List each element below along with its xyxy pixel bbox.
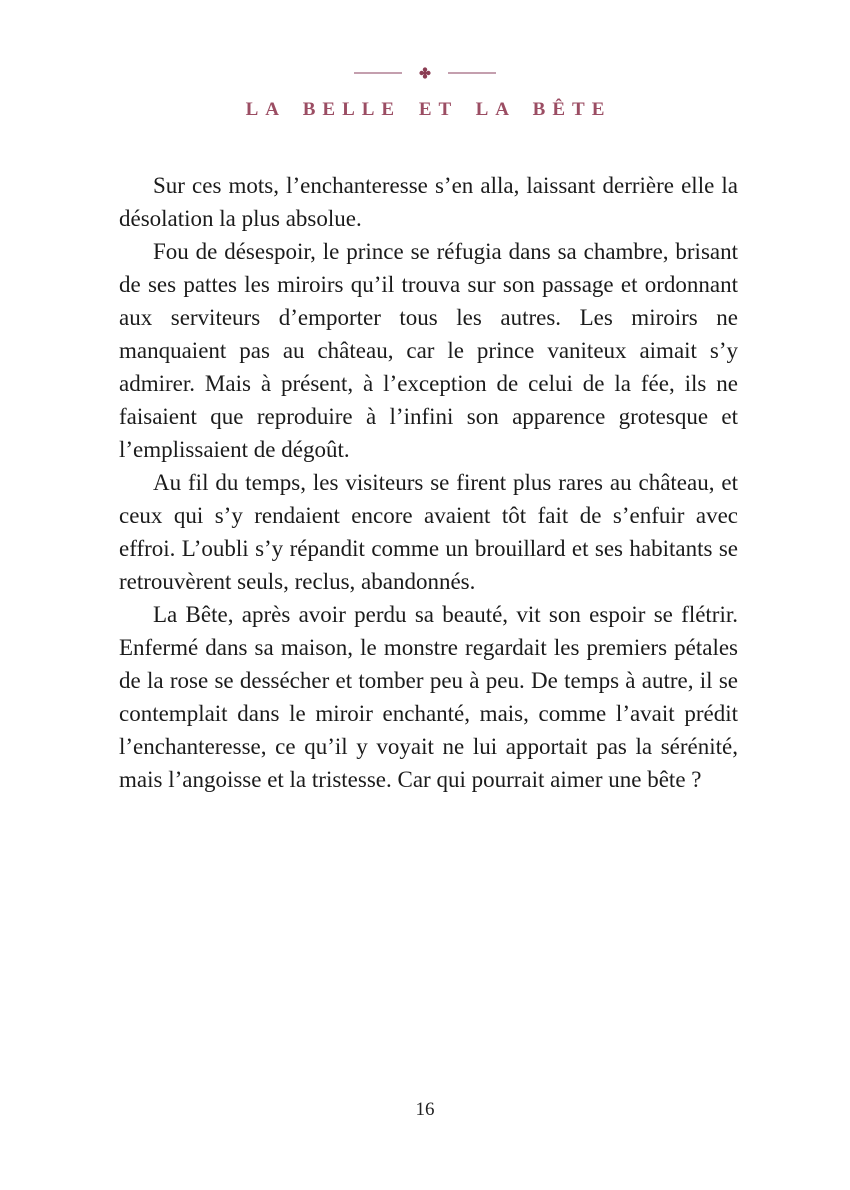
ornament-rule-left: [354, 72, 402, 74]
paragraph: Au fil du temps, les visiteurs se firent plus rares au château, et ceux qui s’y rendaient encore avaient tôt fait de s’enfuir avec effroi. L’oubli s’y répandit comme un brouillard et ses habitants se retrouvèrent seuls, reclus, abandonnés.: [119, 470, 738, 594]
paragraph: Sur ces mots, l’enchanteresse s’en alla, laissant derrière elle la désolation la plus absolue.: [119, 173, 738, 231]
paragraph: Fou de désespoir, le prince se réfugia dans sa chambre, brisant de ses pattes les miroirs qu’il trouva sur son passage et ordonnant aux serviteurs d’emporter tous les autres. Les miroirs ne manquaient pas au château, car le prince vaniteux aimait s’y admirer. Mais à présent, à l’exception de celui de la fée, ils ne faisaient que reproduire à l’infini son apparence grotesque et l’emplissaient de dégoût.: [119, 239, 738, 462]
paragraph: La Bête, après avoir perdu sa beauté, vit son espoir se flétrir. Enfermé dans sa maison, le monstre regardait les premiers pétales de la rose se dessécher et tomber peu à peu. De temps à autre, il se contemplait dans le miroir enchanté, mais, comme l’avait prédit l’enchanteresse, ce qu’il y voyait ne lui apportait pas la sérénité, mais l’angoisse et la tristesse. Car qui pourrait aimer une bête ?: [119, 602, 738, 792]
rosette-flower-icon: [419, 67, 431, 79]
header-ornament: [0, 67, 850, 79]
ornament-rule-right: [448, 72, 496, 74]
page-number: 16: [415, 1099, 435, 1120]
body-text: [119, 169, 738, 796]
chapter-title: LA BELLE ET LA BÊTE: [245, 99, 612, 120]
